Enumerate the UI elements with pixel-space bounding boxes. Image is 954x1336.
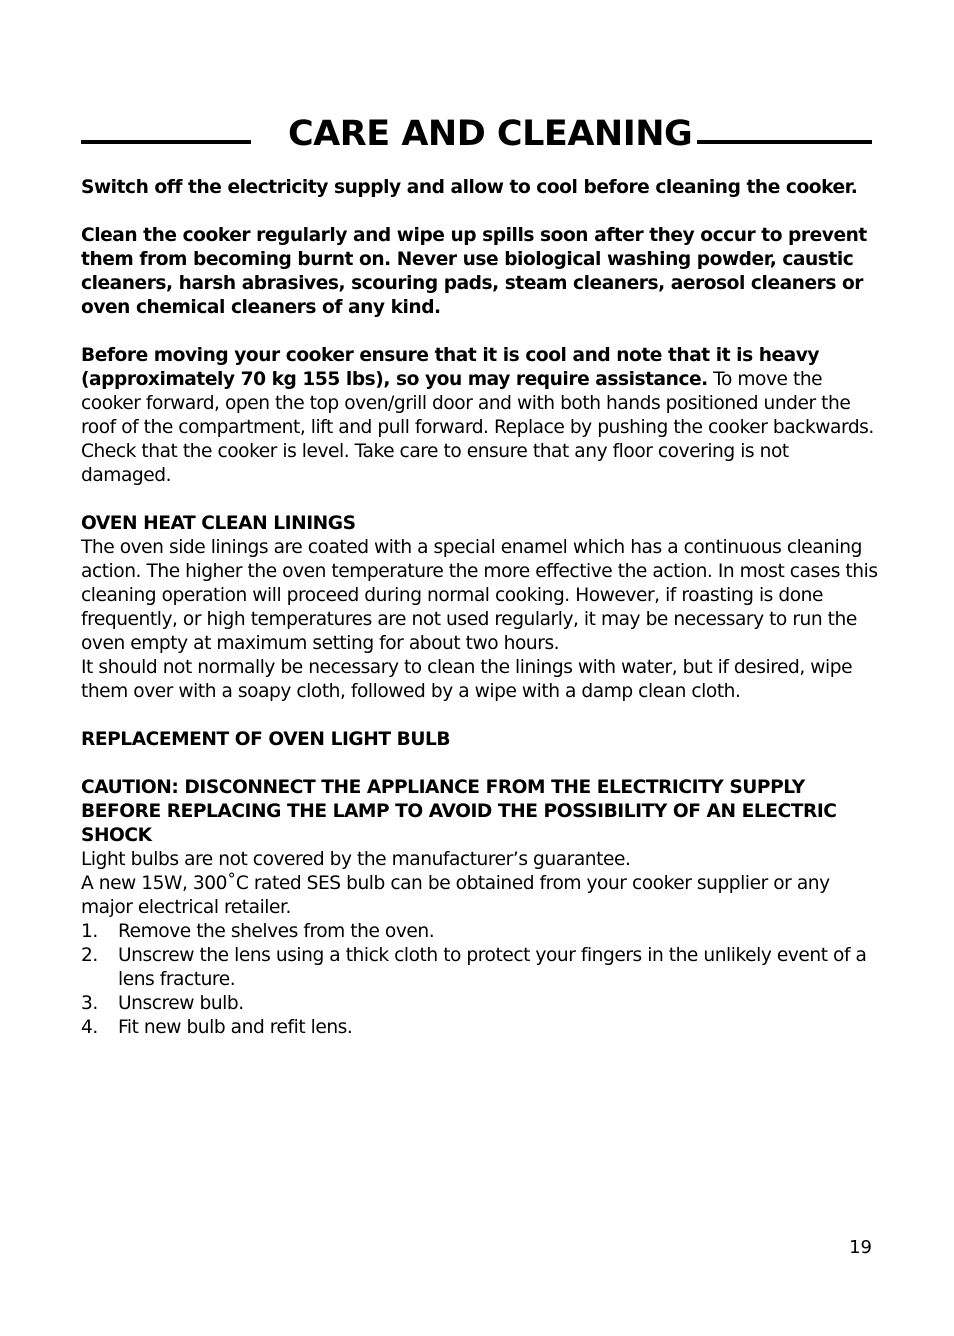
step-text: Unscrew the lens using a thick cloth to protect your fingers in the unlikely event of a lens fracture. bbox=[118, 945, 867, 990]
page-content bbox=[81, 176, 881, 1040]
title-rule-right bbox=[697, 140, 872, 144]
list-item bbox=[81, 1016, 881, 1040]
step-number: 3. bbox=[81, 993, 98, 1014]
moving-cooker-warning: Before moving your cooker ensure that it is cool and note that it is heavy (approximately 70 kg 155 lbs), so you may require assistance. bbox=[81, 345, 820, 390]
list-item bbox=[81, 920, 881, 944]
step-number: 2. bbox=[81, 945, 98, 966]
bulb-replacement-steps bbox=[81, 920, 881, 1040]
step-text: Unscrew bulb. bbox=[118, 993, 244, 1014]
clean-regularly-warning: Clean the cooker regularly and wipe up spills soon after they occur to prevent them from becoming burnt on. Never use biological washing powder, caustic cleaners, harsh abrasives, scouring pads, steam cleaners, aerosol cleaners or oven chemical cleaners of any kind. bbox=[81, 225, 867, 318]
moving-cooker-paragraph bbox=[81, 344, 881, 488]
bulb-heading: REPLACEMENT OF OVEN LIGHT BULB bbox=[81, 729, 451, 750]
new-bulb-note: A new 15W, 300˚C rated SES bulb can be obtained from your cooker supplier or any major electrical retailer. bbox=[81, 873, 830, 918]
step-text: Fit new bulb and refit lens. bbox=[118, 1017, 353, 1038]
moving-cooker-instructions: To move the cooker forward, open the top oven/grill door and with both hands positioned under the roof of the compartment, lift and pull forward. Replace by pushing the cooker backwards. Check that the cooker is level. Take care to ensure that any floor covering is not damaged. bbox=[81, 369, 874, 486]
page-title: CARE AND CLEANING bbox=[288, 114, 693, 154]
list-item bbox=[81, 944, 881, 992]
title-rule-left bbox=[81, 140, 251, 144]
step-number: 1. bbox=[81, 921, 98, 942]
caution-warning: CAUTION: DISCONNECT THE APPLIANCE FROM THE ELECTRICITY SUPPLY BEFORE REPLACING THE LAMP TO AVOID THE POSSIBILITY OF AN ELECTRIC SHOCK bbox=[81, 777, 837, 846]
page-header bbox=[81, 112, 872, 160]
step-number: 4. bbox=[81, 1017, 98, 1038]
linings-description: The oven side linings are coated with a special enamel which has a continuous cleaning action. The higher the oven temperature the more effective the action. In most cases this cleaning operation will proceed during normal cooking. However, if roasting is done frequently, or high temperatures are not used regularly, it may be necessary to run the oven empty at maximum setting for about two hours. bbox=[81, 537, 878, 654]
switch-off-warning: Switch off the electricity supply and allow to cool before cleaning the cooker. bbox=[81, 177, 858, 198]
list-item bbox=[81, 992, 881, 1016]
page-number: 19 bbox=[849, 1237, 872, 1258]
guarantee-note: Light bulbs are not covered by the manufacturer’s guarantee. bbox=[81, 849, 631, 870]
step-text: Remove the shelves from the oven. bbox=[118, 921, 435, 942]
linings-cleaning-note: It should not normally be necessary to clean the linings with water, but if desired, wipe them over with a soapy cloth, followed by a wipe with a damp clean cloth. bbox=[81, 657, 853, 702]
linings-heading: OVEN HEAT CLEAN LININGS bbox=[81, 513, 356, 534]
